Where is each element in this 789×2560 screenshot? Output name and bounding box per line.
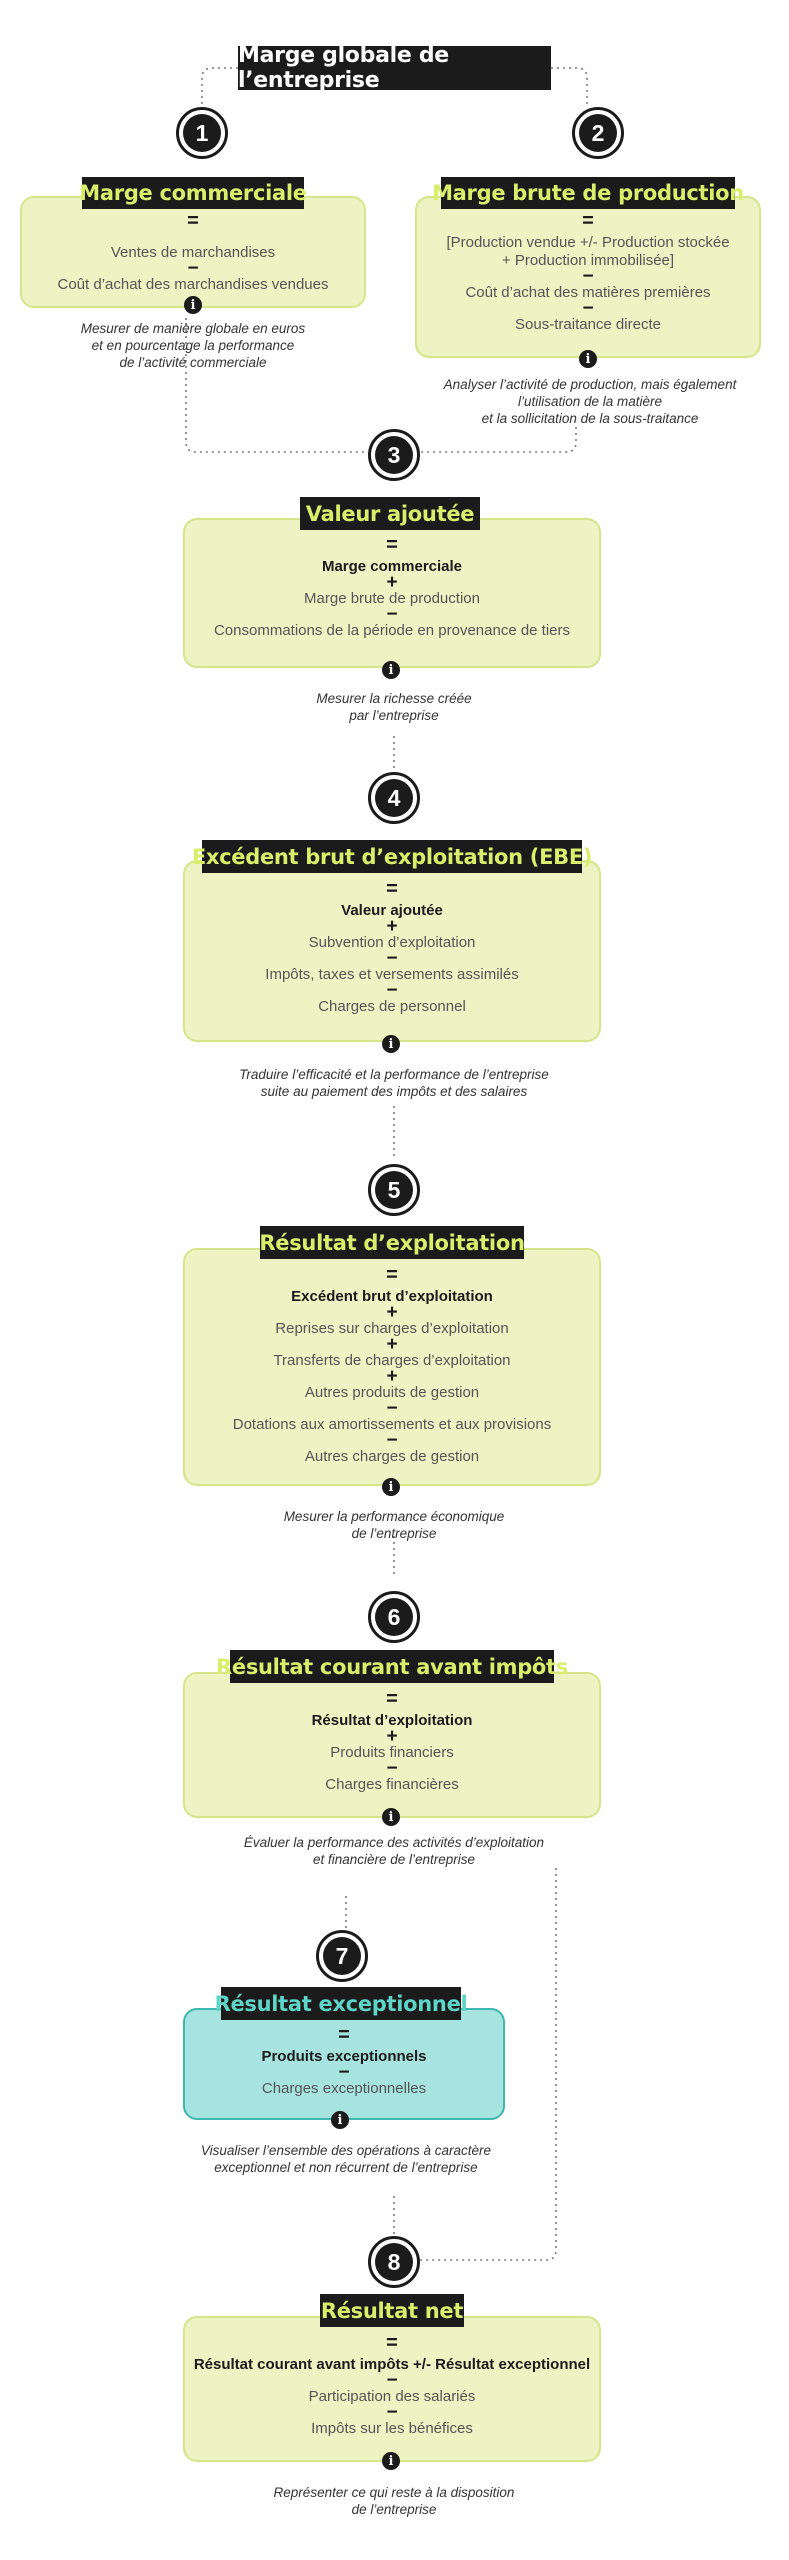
- operator: +: [386, 1302, 398, 1323]
- formula-line: Charges financières: [325, 1776, 459, 1793]
- note-resultat-courant: Évaluer la performance des activités d’exploitation et financière de l’entreprise: [243, 1835, 545, 1867]
- operator: −: [386, 1758, 398, 1779]
- equals-sign: =: [582, 210, 594, 232]
- title-marge-commerciale: Marge commerciale: [82, 177, 304, 209]
- box-resultat-net: [183, 2316, 601, 2462]
- badge-number: 6: [375, 1598, 413, 1636]
- step-badge-7: [316, 1930, 368, 1982]
- info-icon: i: [382, 661, 400, 679]
- note-marge-brute-production: Analyser l’activité de production, mais également l’utilisation de la matière et la sollicitation de la sous-traitance: [443, 377, 737, 426]
- formula-line: Produits exceptionnels: [261, 2048, 427, 2065]
- operator: −: [386, 604, 398, 625]
- box-marge-commerciale: [20, 196, 366, 308]
- operator: [22, 230, 364, 244]
- equals-sign: =: [386, 1264, 398, 1286]
- note-resultat-exceptionnel: Visualiser l’ensemble des opérations à caractère exceptionnel et non récurrent de l’entreprise: [200, 2143, 492, 2175]
- step-badge-4: [368, 772, 420, 824]
- operator: −: [338, 2062, 350, 2083]
- formula-line: Résultat d’exploitation: [311, 1712, 473, 1729]
- step-badge-6: [368, 1591, 420, 1643]
- formula-line: Subvention d’exploitation: [308, 934, 476, 951]
- formula-line: Reprises sur charges d’exploitation: [275, 1320, 509, 1337]
- box-resultat-courant: [183, 1672, 601, 1818]
- title-marge-brute-production: Marge brute de production: [441, 177, 735, 209]
- box-ebe: [183, 860, 601, 1042]
- title-ebe: Excédent brut d’exploitation (EBE): [202, 840, 582, 873]
- step-badge-3: [368, 429, 420, 481]
- info-icon: i: [331, 2111, 349, 2129]
- info-icon: i: [382, 2452, 400, 2470]
- title-valeur-ajoutee: Valeur ajoutée: [300, 497, 480, 530]
- formula-line: Autres produits de gestion: [304, 1384, 480, 1401]
- equals-sign: =: [386, 534, 398, 556]
- formula-line: Participation des salariés: [308, 2388, 476, 2405]
- formula-line: Ventes de marchandises: [110, 244, 276, 261]
- info-icon: i: [382, 1035, 400, 1053]
- equals-sign: =: [386, 2332, 398, 2354]
- formula-line: Impôts, taxes et versements assimilés: [265, 966, 519, 983]
- badge-number: 3: [375, 436, 413, 474]
- badge-number: 4: [375, 779, 413, 817]
- operator: −: [386, 2402, 398, 2423]
- box-resultat-exceptionnel: [183, 2008, 505, 2120]
- formula-line: Sous-traitance directe: [515, 316, 661, 333]
- badge-number: 7: [323, 1937, 361, 1975]
- title-resultat-exploitation: Résultat d’exploitation: [260, 1226, 524, 1259]
- formula-line: Transferts de charges d’exploitation: [273, 1352, 511, 1369]
- equals-sign: =: [338, 2024, 350, 2046]
- equals-sign: =: [386, 878, 398, 900]
- formula-line: Coût d’achat des matières premières: [465, 284, 711, 301]
- formula-line: [Production vendue +/- Production stockée: [446, 234, 730, 251]
- badge-number: 5: [375, 1171, 413, 1209]
- badge-number: 2: [579, 114, 617, 152]
- formula-line: Charges de personnel: [318, 998, 466, 1015]
- operator: +: [386, 572, 398, 593]
- operator: +: [386, 1726, 398, 1747]
- note-resultat-net: Représenter ce qui reste à la disposition de l’entreprise: [273, 2485, 515, 2517]
- note-resultat-exploitation: Mesurer la performance économique de l’entreprise: [283, 1509, 505, 1541]
- title-resultat-net: Résultat net: [320, 2294, 464, 2327]
- operator: −: [386, 1430, 398, 1451]
- formula-line: Résultat courant avant impôts +/- Résultat exceptionnel: [193, 2356, 591, 2373]
- operator: −: [386, 2370, 398, 2391]
- equals-sign: =: [386, 1688, 398, 1710]
- formula-line: + Production immobilisée]: [501, 252, 675, 269]
- note-ebe: Traduire l’efficacité et la performance de l’entreprise suite au paiement des impôts et des salaires: [239, 1067, 549, 1099]
- operator: −: [187, 258, 199, 279]
- info-icon: i: [579, 350, 597, 368]
- formula-line: Charges exceptionnelles: [261, 2080, 427, 2097]
- step-badge-2: [572, 107, 624, 159]
- formula-line: Consommations de la période en provenance de tiers: [213, 622, 571, 639]
- operator: −: [386, 980, 398, 1001]
- equals-sign: =: [187, 210, 199, 232]
- step-badge-8: [368, 2236, 420, 2288]
- operator: +: [386, 1334, 398, 1355]
- formula-line: Marge commerciale: [321, 558, 463, 575]
- info-icon: i: [382, 1808, 400, 1826]
- formula-line: Dotations aux amortissements et aux provisions: [232, 1416, 552, 1433]
- info-icon: i: [382, 1478, 400, 1496]
- operator: −: [386, 948, 398, 969]
- formula-line: Coût d’achat des marchandises vendues: [57, 276, 329, 293]
- formula-line: Produits financiers: [330, 1744, 454, 1761]
- operator: −: [386, 1398, 398, 1419]
- operator: +: [386, 1366, 398, 1387]
- note-marge-commerciale: Mesurer de manière globale en euros et en pourcentage la performance de l’activité commerciale: [80, 321, 306, 370]
- formula-line: Valeur ajoutée: [341, 902, 443, 919]
- formula-line: Autres charges de gestion: [304, 1448, 480, 1465]
- operator: −: [582, 298, 594, 319]
- formula-line: Impôts sur les bénéfices: [311, 2420, 473, 2437]
- title-resultat-exceptionnel: Résultat exceptionnel: [221, 1987, 461, 2020]
- step-badge-5: [368, 1164, 420, 1216]
- step-badge-1: [176, 107, 228, 159]
- info-icon: i: [184, 296, 202, 314]
- title-resultat-courant: Résultat courant avant impôts: [230, 1650, 554, 1683]
- badge-number: 1: [183, 114, 221, 152]
- box-marge-brute-production: [415, 196, 761, 358]
- badge-number: 8: [375, 2243, 413, 2281]
- main-title: Marge globale de l’entreprise: [238, 46, 551, 90]
- operator: +: [386, 916, 398, 937]
- formula-line: Marge brute de production: [304, 590, 480, 607]
- box-resultat-exploitation: [183, 1248, 601, 1486]
- formula-line: Excédent brut d’exploitation: [291, 1288, 493, 1305]
- note-valeur-ajoutee: Mesurer la richesse créée par l’entreprise: [316, 691, 472, 723]
- operator: −: [582, 266, 594, 287]
- box-valeur-ajoutee: [183, 518, 601, 668]
